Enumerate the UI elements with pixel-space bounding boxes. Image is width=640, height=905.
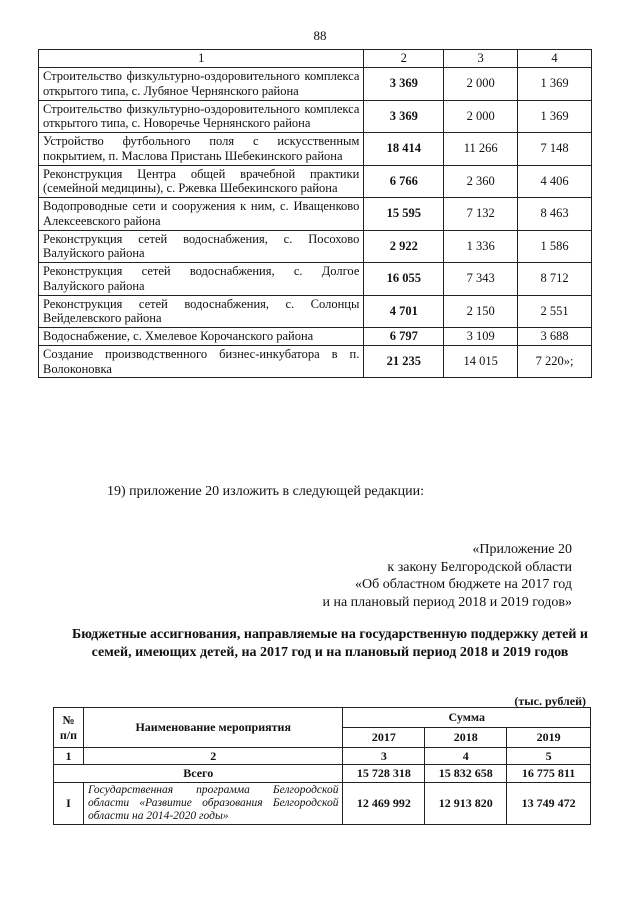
row-value-4: 7 220»; [518, 345, 592, 378]
column-number: 2 [83, 748, 342, 765]
row-value-4: 4 406 [518, 165, 592, 198]
header-cell: 1 [39, 50, 364, 68]
row-value-3: 2 000 [444, 68, 518, 101]
units-label: (тыс. рублей) [514, 694, 586, 708]
row-name: Реконструкция сетей водоснабжения, с. Посохово Валуйского района [39, 230, 364, 263]
table-row [39, 165, 592, 198]
row-name: Устройство футбольного поля с искусственным покрытием, п. Маслова Пристань Шебекинского района [39, 133, 364, 166]
table-row [39, 198, 592, 231]
row-value-4: 1 369 [518, 68, 592, 101]
row-total: 4 701 [364, 295, 444, 328]
row-total: 3 369 [364, 100, 444, 133]
row-name: Водоснабжение, с. Хмелевое Корочанского района [39, 328, 364, 346]
row-value-3: 2 360 [444, 165, 518, 198]
construction-table [38, 49, 592, 378]
row-value: 12 469 992 [343, 782, 425, 825]
row-total: 6 766 [364, 165, 444, 198]
year-header: 2018 [425, 728, 507, 748]
row-value: 12 913 820 [425, 782, 507, 825]
column-number: 4 [425, 748, 507, 765]
column-number: 3 [343, 748, 425, 765]
row-total: 2 922 [364, 230, 444, 263]
row-total: 6 797 [364, 328, 444, 346]
col-name-header: Наименование мероприятия [83, 708, 342, 748]
row-value-3: 11 266 [444, 133, 518, 166]
row-value-3: 2 150 [444, 295, 518, 328]
table-row [39, 68, 592, 101]
table-row [39, 295, 592, 328]
total-row [54, 765, 591, 782]
table-row [39, 230, 592, 263]
row-value-4: 3 688 [518, 328, 592, 346]
column-number: 5 [507, 748, 591, 765]
row-value-4: 1 369 [518, 100, 592, 133]
row-name: Реконструкция сетей водоснабжения, с. Солонцы Вейделевского района [39, 295, 364, 328]
header-cell: 2 [364, 50, 444, 68]
column-number-row [54, 748, 591, 765]
table-row [39, 263, 592, 296]
appendix-line: «Приложение 20 [472, 542, 572, 557]
row-value-3: 7 343 [444, 263, 518, 296]
table-row [39, 100, 592, 133]
row-total: 16 055 [364, 263, 444, 296]
appendix-line: к закону Белгородской области [387, 559, 572, 575]
row-total: 15 595 [364, 198, 444, 231]
header-cell: 3 [444, 50, 518, 68]
appendix-line: и на плановый период 2018 и 2019 годов» [322, 594, 572, 610]
row-value-4: 8 463 [518, 198, 592, 231]
document-title: Бюджетные ассигнования, направляемые на государственную поддержку детей и семей, имеющих детей, на 2017 год и на плановый период 2018 и 2019 годов [72, 627, 588, 661]
row-number: I [54, 782, 84, 825]
total-value: 16 775 811 [507, 765, 591, 782]
table-row [39, 345, 592, 378]
row-name: Строительство физкультурно-оздоровительного комплекса открытого типа, с. Новоречье Чернянского района [39, 100, 364, 133]
column-number: 1 [54, 748, 84, 765]
table-row [54, 782, 591, 825]
header-cell: 4 [518, 50, 592, 68]
row-value-3: 1 336 [444, 230, 518, 263]
row-total: 3 369 [364, 68, 444, 101]
row-value-3: 14 015 [444, 345, 518, 378]
row-name: Строительство физкультурно-оздоровительного комплекса открытого типа, с. Лубяное Чернянского района [39, 68, 364, 101]
row-value-4: 1 586 [518, 230, 592, 263]
table-header-row [54, 708, 591, 728]
row-value-4: 8 712 [518, 263, 592, 296]
row-name: Водопроводные сети и сооружения к ним, с. Иващенково Алексеевского района [39, 198, 364, 231]
year-header: 2019 [507, 728, 591, 748]
budget-table [53, 707, 591, 825]
table-row [39, 328, 592, 346]
program-name: Государственная программа Белгородской области «Развитие образования Белгородской области на 2014-2020 годы» [83, 782, 342, 825]
row-value-3: 3 109 [444, 328, 518, 346]
year-header: 2017 [343, 728, 425, 748]
row-value-4: 7 148 [518, 133, 592, 166]
row-name: Создание производственного бизнес-инкубатора в п. Волоконовка [39, 345, 364, 378]
col-sum-header: Сумма [343, 708, 591, 728]
row-total: 18 414 [364, 133, 444, 166]
row-value-4: 2 551 [518, 295, 592, 328]
table-header-row [39, 50, 592, 68]
row-name: Реконструкция Центра общей врачебной практики (семейной медицины), с. Ржевка Шебекинского района [39, 165, 364, 198]
row-total: 21 235 [364, 345, 444, 378]
total-value: 15 832 658 [425, 765, 507, 782]
row-value-3: 7 132 [444, 198, 518, 231]
row-value-3: 2 000 [444, 100, 518, 133]
table-row [39, 133, 592, 166]
page-number: 88 [313, 28, 327, 43]
amendment-text: 19) приложение 20 изложить в следующей редакции: [107, 484, 424, 499]
col-number-header: № п/п [54, 708, 84, 748]
appendix-line: «Об областном бюджете на 2017 год [355, 577, 572, 592]
row-value: 13 749 472 [507, 782, 591, 825]
total-value: 15 728 318 [343, 765, 425, 782]
row-name: Реконструкция сетей водоснабжения, с. Долгое Валуйского района [39, 263, 364, 296]
total-label: Всего [54, 765, 343, 782]
appendix-header [322, 541, 572, 611]
